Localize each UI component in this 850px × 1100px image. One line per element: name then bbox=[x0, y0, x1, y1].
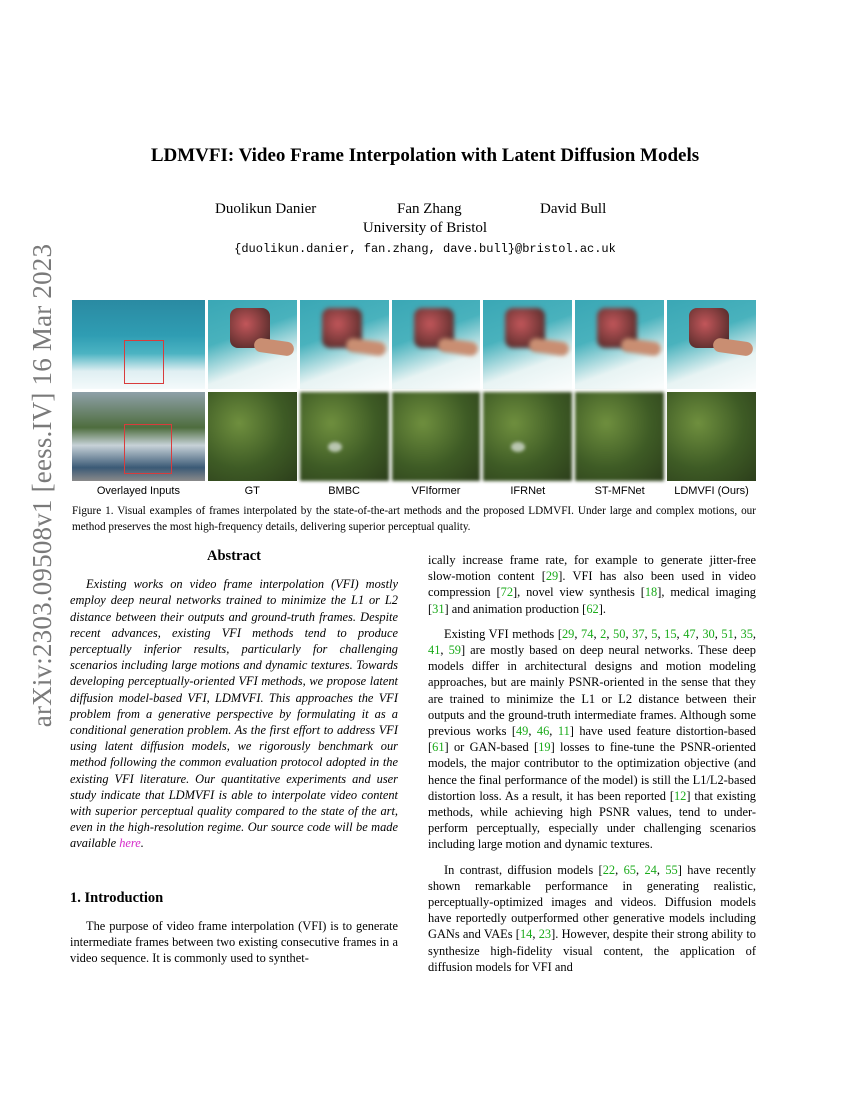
citation-link[interactable]: 37 bbox=[632, 626, 645, 641]
citation-link[interactable]: 14 bbox=[519, 927, 533, 942]
citation-link[interactable]: 49 bbox=[515, 724, 529, 739]
figure-label: LDMVFI (Ours) bbox=[674, 485, 749, 497]
citation-link[interactable]: 62 bbox=[586, 601, 599, 616]
arxiv-stamp bbox=[18, 243, 68, 727]
figure-image-overlayed-inputs bbox=[72, 300, 205, 389]
citation-link[interactable]: 50 bbox=[613, 626, 626, 641]
intro-paragraph: The purpose of video frame interpolation (VFI) is to generate intermediate frames between two existing consecutive frames in a video sequence. It is commonly used to synthet- bbox=[70, 918, 398, 966]
figure-label: ST-MFNet bbox=[594, 485, 645, 497]
figure-1 bbox=[72, 300, 756, 484]
citation-link[interactable]: 29 bbox=[545, 569, 559, 584]
abstract-end: . bbox=[140, 836, 144, 851]
citation-link[interactable]: 12 bbox=[673, 788, 687, 803]
citation-link[interactable]: 15 bbox=[664, 626, 677, 641]
body-paragraph: ically increase frame rate, for example to generate jitter-free slow-motion content [29]. VFI has also been used in video compression [72], novel view synthesis [18], medical imaging [31] and animation production [62]. bbox=[428, 553, 756, 616]
figure-image-overlayed-inputs bbox=[72, 392, 205, 481]
figure-image-st-mfnet bbox=[575, 300, 664, 389]
figure-row-bus bbox=[72, 392, 756, 481]
citation-link[interactable]: 23 bbox=[538, 927, 552, 942]
author-3: David Bull bbox=[540, 201, 607, 217]
body-paragraph: Existing VFI methods [29, 74, 2, 50, 37, 5, 15, 47, 30, 51, 35, 41, 59] are mostly based on deep neural networks. These deep models differ in architectural designs and motion modeling approaches, but are mainly PSNR-oriented in the sense that they are trained to minimize the L1 or L2 distance between their outputs and the ground-truth intermediate frames. Although some previous works [49, 46, 11] have used feature distortion-based [61] or GAN-based [19] losses to fine-tune the PSNR-oriented models, the major contributor to the optimization objective (and hence the final performance of the model) is still the L1/L2-based distortion loss. As a result, it has been reported [12] that existing methods, while achieving high PSNR values, tend to under-perform perceptually, especially under challenging scenarios including large motion and dynamic textures. bbox=[428, 626, 757, 852]
citation-link[interactable]: 5 bbox=[651, 626, 658, 641]
figure-label: IFRNet bbox=[510, 485, 546, 497]
citation-link[interactable]: 59 bbox=[448, 643, 461, 658]
arxiv-stamp-text: arXiv:2303.09508v1 [eess.IV] 16 Mar 2023 bbox=[27, 243, 58, 727]
figure-label: GT bbox=[244, 485, 260, 497]
figure-image-gt bbox=[208, 300, 297, 389]
citation-link[interactable]: 51 bbox=[721, 626, 734, 641]
figure-image-bmbc bbox=[300, 300, 389, 389]
introduction-heading: 1. Introduction bbox=[70, 889, 164, 906]
figure-label: Overlayed Inputs bbox=[96, 485, 180, 497]
citation-link[interactable]: 72 bbox=[500, 585, 514, 600]
citation-link[interactable]: 41 bbox=[428, 643, 441, 658]
body-paragraph: In contrast, diffusion models [22, 65, 24, 55] have recently shown remarkable performance in generating realistic, perceptually-optimized images and videos. Diffusion models have reportedly outperformed other generative models including GANs and VAEs [14, 23]. However, despite their strong ability to synthesize high-fidelity visual content, the application of diffusion models for VFI and bbox=[428, 862, 756, 974]
author-emails: {duolikun.danier, fan.zhang, dave.bull}@bristol.ac.uk bbox=[234, 242, 616, 256]
figure-labels bbox=[72, 485, 756, 497]
figure-image-ldmvfi bbox=[667, 392, 756, 481]
figure-label: BMBC bbox=[328, 485, 360, 497]
citation-link[interactable]: 74 bbox=[581, 626, 594, 641]
citation-link[interactable]: 11 bbox=[557, 724, 570, 739]
figure-row-kitesurf bbox=[72, 300, 756, 389]
left-column bbox=[70, 548, 398, 966]
source-code-link[interactable]: here bbox=[119, 836, 141, 851]
highlight-box bbox=[124, 340, 164, 384]
citation-link[interactable]: 65 bbox=[623, 862, 636, 877]
citation-link[interactable]: 22 bbox=[602, 862, 616, 877]
figure-image-ifrnet bbox=[483, 300, 572, 389]
citation-link[interactable]: 24 bbox=[644, 862, 657, 877]
citation-link[interactable]: 47 bbox=[683, 626, 696, 641]
abstract-body: Existing works on video frame interpolation (VFI) mostly employ deep neural networks trained to minimize the L1 or L2 distance between their outputs and ground-truth frames. Despite recent advances, existing VFI methods tend to produce perceptually inferior results, particularly for challenging scenarios including large motions and dynamic textures. Towards developing perceptually-oriented VFI methods, we propose latent diffusion model-based VFI, LDMVFI. This approaches the VFI problem from a generative perspective by formulating it as a conditional generation problem. As the first effort to address VFI using latent diffusion models, we rigorously benchmark our method following the common evaluation protocol adopted in the existing VFI literature. Our quantitative experiments and user study indicate that LDMVFI is able to interpolate video content with superior perceptual quality compared to the state of the art, even in the high-resolution regime. Our source code will be made available bbox=[70, 577, 398, 851]
abstract-text bbox=[70, 576, 398, 851]
citation-link[interactable]: 19 bbox=[538, 740, 551, 755]
citation-link[interactable]: 31 bbox=[432, 601, 445, 616]
figure-image-ifrnet bbox=[483, 392, 572, 481]
figure-image-vfiformer bbox=[392, 300, 481, 389]
citation-link[interactable]: 35 bbox=[740, 626, 753, 641]
figure-image-bmbc bbox=[300, 392, 389, 481]
affiliation: University of Bristol bbox=[362, 220, 488, 236]
citation-link[interactable]: 2 bbox=[600, 626, 607, 641]
figure-image-vfiformer bbox=[392, 392, 481, 481]
highlight-box bbox=[124, 424, 172, 474]
author-1: Duolikun Danier bbox=[215, 201, 317, 217]
figure-label: VFIformer bbox=[411, 485, 461, 497]
citation-link[interactable]: 18 bbox=[644, 585, 658, 600]
figure-caption: Figure 1. Visual examples of frames interpolated by the state-of-the-art methods and the proposed LDMVFI. Under large and complex motions, our method preserves the most high-frequency details, delivering superior perceptual quality. bbox=[72, 505, 756, 533]
citation-link[interactable]: 46 bbox=[536, 724, 550, 739]
citation-link[interactable]: 55 bbox=[665, 862, 678, 877]
paper-title: LDMVFI: Video Frame Interpolation with Latent Diffusion Models bbox=[150, 145, 700, 166]
figure-image-st-mfnet bbox=[575, 392, 664, 481]
citation-link[interactable]: 30 bbox=[702, 626, 715, 641]
figure-image-gt bbox=[208, 392, 297, 481]
author-2: Fan Zhang bbox=[397, 201, 462, 217]
abstract-heading: Abstract bbox=[207, 548, 261, 564]
citation-link[interactable]: 61 bbox=[432, 740, 445, 755]
right-column bbox=[428, 552, 756, 975]
citation-link[interactable]: 29 bbox=[561, 626, 575, 641]
figure-image-ldmvfi bbox=[667, 300, 756, 389]
